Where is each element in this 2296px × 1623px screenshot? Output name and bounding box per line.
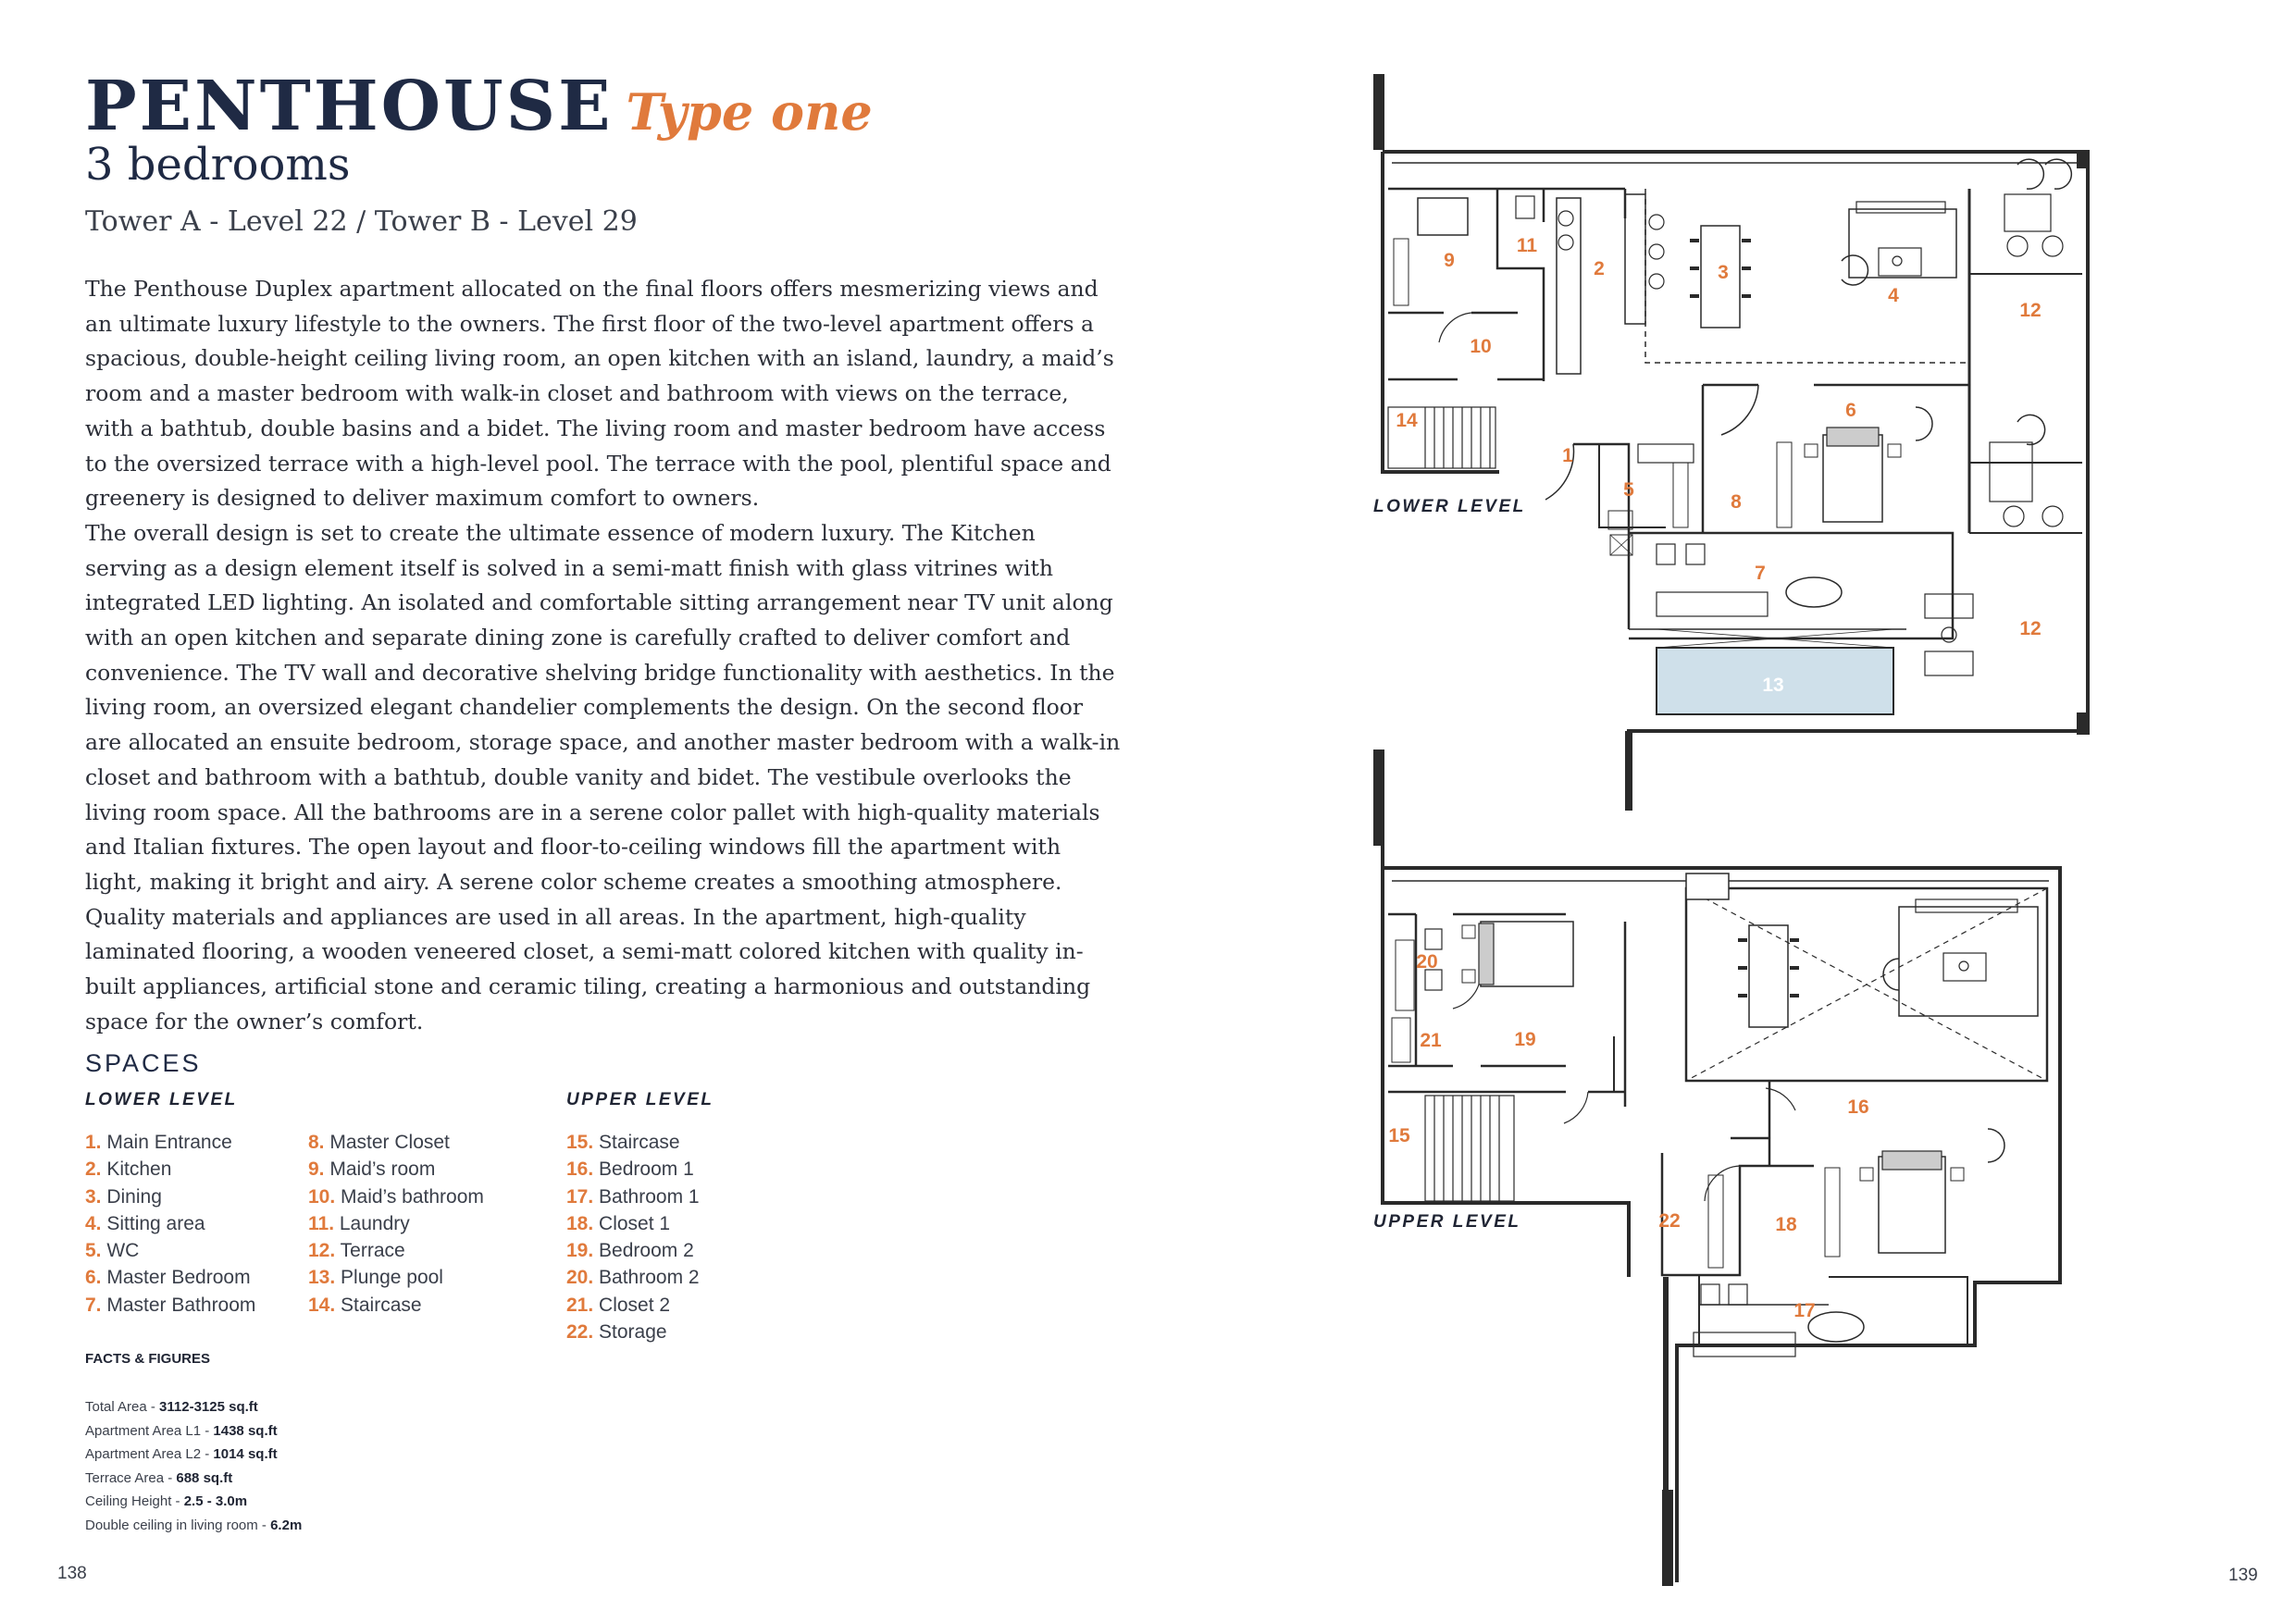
room-number-8: 8 [1731, 491, 1742, 513]
space-item [85, 1264, 255, 1291]
spaces-lower-level-heading: LOWER LEVEL [85, 1090, 238, 1109]
fact-label: Terrace Area - [85, 1469, 177, 1486]
page-title [85, 67, 873, 146]
space-name: Staircase [335, 1294, 422, 1316]
space-name: Closet 1 [593, 1212, 671, 1234]
space-item [308, 1264, 484, 1291]
description [85, 272, 1122, 1039]
space-name: Bathroom 1 [593, 1185, 700, 1208]
fact-label: Double ceiling in living room - [85, 1517, 271, 1533]
space-name: WC [101, 1240, 140, 1262]
space-number: 15. [566, 1132, 594, 1153]
space-number: 20. [566, 1267, 594, 1289]
room-number-14: 14 [1396, 410, 1418, 431]
fact-value: 1014 sq.ft [213, 1446, 278, 1462]
space-item [308, 1210, 484, 1237]
space-number: 19. [566, 1240, 594, 1262]
page-number-left: 138 [57, 1564, 87, 1583]
space-name: Sitting area [101, 1212, 205, 1234]
space-item [566, 1264, 700, 1291]
space-number: 12. [308, 1240, 336, 1262]
upper-level-plan [1373, 750, 2060, 1586]
space-item [566, 1237, 700, 1264]
space-item [85, 1292, 255, 1319]
space-number: 2. [85, 1158, 102, 1181]
room-number-10: 10 [1470, 336, 1492, 357]
space-item [566, 1129, 700, 1156]
location-line: Tower A - Level 22 / Tower B - Level 29 [85, 205, 638, 238]
page-number-right: 139 [2228, 1566, 2258, 1585]
room-number-12: 12 [2019, 300, 2042, 321]
space-name: Master Bedroom [101, 1267, 251, 1289]
space-number: 16. [566, 1158, 594, 1181]
spaces-upper-level-heading: UPPER LEVEL [566, 1090, 714, 1109]
upper-spaces-list [566, 1129, 700, 1345]
fact-label: Apartment Area L2 - [85, 1446, 214, 1462]
space-number: 5. [85, 1240, 102, 1262]
room-number-15: 15 [1388, 1125, 1410, 1146]
space-number: 11. [308, 1212, 335, 1234]
space-item [566, 1319, 700, 1345]
room-number-7: 7 [1755, 563, 1766, 584]
space-name: Bedroom 1 [593, 1158, 694, 1181]
facts-heading: FACTS & FIGURES [85, 1351, 211, 1367]
fact-item [85, 1514, 302, 1538]
room-number-6: 6 [1845, 400, 1856, 421]
room-number-16: 16 [1847, 1096, 1869, 1118]
bedroom-count: 3 bedrooms [85, 139, 351, 191]
space-item [308, 1237, 484, 1264]
title-main: PENTHOUSE [85, 67, 614, 146]
lower-spaces-list-2 [308, 1129, 484, 1319]
room-number-5: 5 [1623, 479, 1634, 501]
space-number: 1. [85, 1132, 102, 1153]
fact-label: Ceiling Height - [85, 1493, 184, 1509]
space-item [308, 1183, 484, 1210]
lower-room-numbers [1396, 235, 2041, 696]
space-name: Bedroom 2 [593, 1240, 694, 1262]
fact-item [85, 1419, 302, 1443]
space-item [566, 1183, 700, 1210]
fact-value: 2.5 - 3.0m [183, 1493, 248, 1509]
room-number-1: 1 [1562, 445, 1573, 466]
space-item [85, 1183, 255, 1210]
space-name: Terrace [335, 1240, 405, 1262]
space-number: 7. [85, 1294, 102, 1316]
fact-item [85, 1490, 302, 1514]
room-number-18: 18 [1775, 1214, 1797, 1235]
space-item [308, 1156, 484, 1183]
space-number: 8. [308, 1132, 325, 1153]
room-number-21: 21 [1420, 1030, 1442, 1051]
lower-level-label: LOWER LEVEL [1373, 497, 1526, 516]
floor-plans [1360, 65, 2230, 1592]
space-number: 10. [308, 1185, 336, 1208]
space-name: Kitchen [101, 1158, 172, 1181]
description-paragraph-2: The overall design is set to create the ultimate essence of modern luxury. The Kitchen serving as a design element itself is solved in a semi-matt finish with glass vitrines with integrated LED lighting. An isolated and comfortable sitting arrangement near TV unit along with an open kitchen and separate dining zone is carefully crafted to deliver comfort and convenience. The TV wall and decorative shelving bridge functionality with aesthetics. In the living room, an oversized elegant chandelier complements the design. On the second floor are allocated an ensuite bedroom, storage space, and another master bedroom with a walk-in closet and bathroom with a bathtub, double vanity and bidet. The vestibule overlooks the living room space. All the bathrooms are in a serene color pallet with high-quality materials and Italian fixtures. The open layout and floor-to-ceiling windows fill the apartment with light, making it bright and airy. A serene color scheme creates a smoothing atmosphere. Quality materials and appliances are used in all areas. In the apartment, high-quality laminated flooring, a wooden veneered closet, a semi-matt colored kitchen with quality in-built appliances, artificial stone and ceramic tiling, creating a harmonious and outstanding space for the owner’s comfort. [85, 519, 1121, 1035]
room-number-3: 3 [1718, 262, 1729, 283]
fact-label: Total Area - [85, 1399, 160, 1415]
fact-item [85, 1467, 302, 1491]
room-number-12-b: 12 [2019, 618, 2042, 639]
room-number-22: 22 [1658, 1210, 1681, 1232]
space-name: Main Entrance [101, 1132, 232, 1153]
space-item [85, 1210, 255, 1237]
space-number: 9. [308, 1158, 325, 1181]
fact-label: Apartment Area L1 - [85, 1422, 214, 1439]
space-number: 4. [85, 1212, 102, 1234]
space-number: 22. [566, 1321, 594, 1344]
space-item [308, 1292, 484, 1319]
space-number: 3. [85, 1185, 102, 1208]
space-item [566, 1292, 700, 1319]
room-number-20: 20 [1416, 951, 1438, 973]
title-subtitle: Type one [626, 82, 873, 142]
space-name: Bathroom 2 [593, 1267, 700, 1289]
space-item [566, 1156, 700, 1183]
room-number-4: 4 [1888, 285, 1899, 306]
space-number: 14. [308, 1294, 336, 1316]
fact-value: 3112-3125 sq.ft [159, 1399, 258, 1415]
space-item [308, 1129, 484, 1156]
upper-level-label: UPPER LEVEL [1373, 1212, 1521, 1232]
space-number: 17. [566, 1185, 594, 1208]
space-number: 13. [308, 1267, 336, 1289]
description-paragraph-1: The Penthouse Duplex apartment allocated on the final floors offers mesmerizing views and an ultimate luxury lifestyle to the owners. The first floor of the two-level apartment offers a spacious, double-height ceiling living room, an open kitchen with an island, laundry, a maid’s room and a master bedroom with walk-in closet and bathroom with views on the terrace, with a bathtub, double basins and a bidet. The living room and master bedroom have access to the oversized terrace with a high-level pool. The terrace with the pool, plentiful space and greenery is designed to deliver maximum comfort to owners. [85, 276, 1114, 512]
room-number-2: 2 [1594, 258, 1605, 279]
fact-item [85, 1443, 302, 1467]
space-name: Laundry [334, 1212, 410, 1234]
space-item [85, 1156, 255, 1183]
space-name: Storage [593, 1321, 667, 1344]
space-number: 6. [85, 1267, 102, 1289]
space-number: 21. [566, 1294, 594, 1316]
space-item [85, 1129, 255, 1156]
room-number-11: 11 [1516, 235, 1538, 256]
fact-item [85, 1395, 302, 1419]
space-name: Master Closet [324, 1132, 450, 1153]
room-number-17: 17 [1793, 1300, 1816, 1321]
space-name: Staircase [593, 1132, 680, 1153]
room-number-19: 19 [1514, 1029, 1536, 1050]
lower-spaces-list-1 [85, 1129, 255, 1319]
space-name: Closet 2 [593, 1294, 671, 1316]
space-item [85, 1237, 255, 1264]
space-item [566, 1210, 700, 1237]
fact-value: 1438 sq.ft [213, 1422, 278, 1439]
space-name: Maid’s room [324, 1158, 436, 1181]
space-name: Master Bathroom [101, 1294, 256, 1316]
space-number: 18. [566, 1212, 594, 1234]
spaces-heading: SPACES [85, 1049, 202, 1077]
space-name: Maid’s bathroom [335, 1185, 484, 1208]
room-number-9: 9 [1444, 250, 1455, 271]
fact-value: 688 sq.ft [176, 1469, 233, 1486]
lower-level-plan [1373, 74, 2090, 811]
fact-value: 6.2m [270, 1517, 303, 1533]
space-name: Dining [101, 1185, 162, 1208]
facts-list [85, 1395, 302, 1537]
room-number-13: 13 [1762, 675, 1784, 696]
space-name: Plunge pool [335, 1267, 443, 1289]
